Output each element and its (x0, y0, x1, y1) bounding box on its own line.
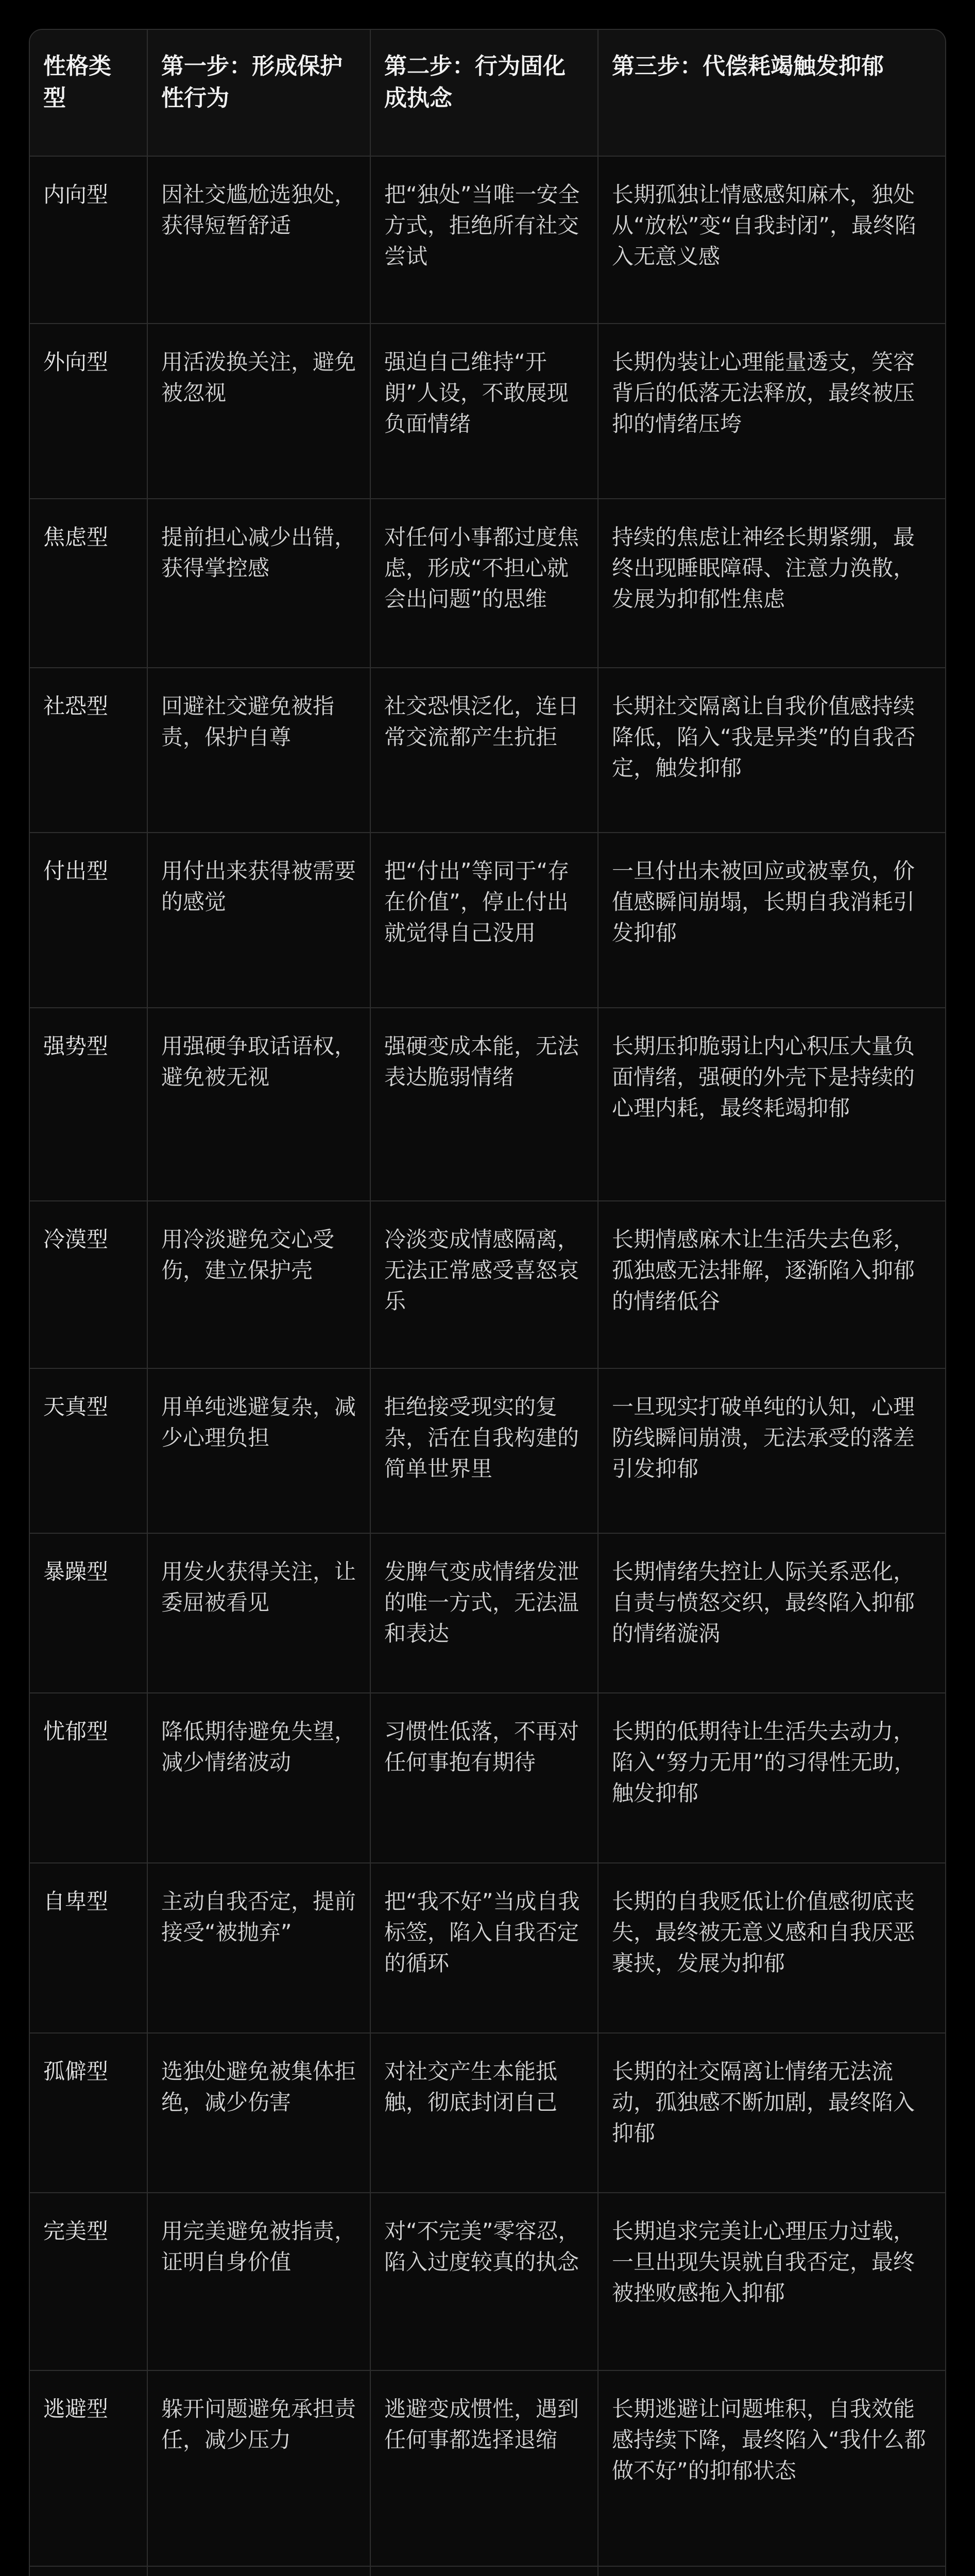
step3-cell: 长期伪装让心理能量透支，笑容背后的低落无法释放，最终被压抑的情绪压垮 (598, 324, 946, 499)
step1-cell: 因社交尴尬选独处，获得短暂舒适 (147, 156, 370, 324)
step3-cell: 长期情绪失控让人际关系恶化，自责与愤怒交织，最终陷入抑郁的情绪漩涡 (598, 1533, 946, 1693)
step3-cell (598, 2566, 946, 2576)
step3-cell: 长期逃避让问题堆积，自我效能感持续下降，最终陷入“我什么都做不好”的抑郁状态 (598, 2370, 946, 2566)
type-cell: 内向型 (30, 156, 147, 324)
step2-cell: 发脾气变成情绪发泄的唯一方式，无法温和表达 (370, 1533, 598, 1693)
step2-cell: 强硬变成本能，无法表达脆弱情绪 (370, 1008, 598, 1201)
step2-cell: 把“独处”当唯一安全方式，拒绝所有社交尝试 (370, 156, 598, 324)
step3-cell: 长期情感麻木让生活失去色彩，孤独感无法排解，逐渐陷入抑郁的情绪低谷 (598, 1201, 946, 1368)
header-step1: 第一步：形成保护性行为 (147, 30, 370, 156)
step2-cell: 对任何小事都过度焦虑，形成“不担心就会出问题”的思维 (370, 499, 598, 668)
table-body (30, 156, 946, 2576)
type-cell (30, 2566, 147, 2576)
type-cell: 暴躁型 (30, 1533, 147, 1693)
table-row (30, 156, 946, 324)
type-cell: 冷漠型 (30, 1201, 147, 1368)
table-row (30, 1693, 946, 1863)
step2-cell: 习惯性低落，不再对任何事抱有期待 (370, 1693, 598, 1863)
step1-cell: 用完美避免被指责，证明自身价值 (147, 2193, 370, 2370)
table-row (30, 499, 946, 668)
step3-cell: 持续的焦虑让神经长期紧绷，最终出现睡眠障碍、注意力涣散，发展为抑郁性焦虑 (598, 499, 946, 668)
header-type: 性格类型 (30, 30, 147, 156)
step1-cell: 用发火获得关注，让委屈被看见 (147, 1533, 370, 1693)
type-cell: 忧郁型 (30, 1693, 147, 1863)
table-row (30, 1863, 946, 2033)
type-cell: 自卑型 (30, 1863, 147, 2033)
type-cell: 焦虑型 (30, 499, 147, 668)
step1-cell: 躲开问题避免承担责任，减少压力 (147, 2370, 370, 2566)
step2-cell: 对“不完美”零容忍，陷入过度较真的执念 (370, 2193, 598, 2370)
step3-cell: 长期的自我贬低让价值感彻底丧失，最终被无意义感和自我厌恶裹挟，发展为抑郁 (598, 1863, 946, 2033)
step3-cell: 长期孤独让情感感知麻木，独处从“放松”变“自我封闭”，最终陷入无意义感 (598, 156, 946, 324)
type-cell: 社恐型 (30, 668, 147, 833)
step2-cell: 对社交产生本能抵触，彻底封闭自己 (370, 2033, 598, 2193)
step1-cell: 用活泼换关注，避免被忽视 (147, 324, 370, 499)
table-header-row (30, 30, 946, 156)
type-cell: 完美型 (30, 2193, 147, 2370)
step1-cell: 用付出来获得被需要的感觉 (147, 833, 370, 1008)
step1-cell: 降低期待避免失望，减少情绪波动 (147, 1693, 370, 1863)
step2-cell (370, 2566, 598, 2576)
step1-cell: 选独处避免被集体拒绝，减少伤害 (147, 2033, 370, 2193)
type-cell: 付出型 (30, 833, 147, 1008)
table-row (30, 2033, 946, 2193)
step1-cell: 主动自我否定，提前接受“被抛弃” (147, 1863, 370, 2033)
table-row (30, 668, 946, 833)
step2-cell: 拒绝接受现实的复杂，活在自我构建的简单世界里 (370, 1368, 598, 1533)
type-cell: 强势型 (30, 1008, 147, 1201)
personality-table-card (29, 29, 946, 2576)
step3-cell: 一旦现实打破单纯的认知，心理防线瞬间崩溃，无法承受的落差引发抑郁 (598, 1368, 946, 1533)
type-cell: 逃避型 (30, 2370, 147, 2566)
step2-cell: 冷淡变成情感隔离，无法正常感受喜怒哀乐 (370, 1201, 598, 1368)
table-row (30, 1201, 946, 1368)
step2-cell: 把“我不好”当成自我标签，陷入自我否定的循环 (370, 1863, 598, 2033)
type-cell: 外向型 (30, 324, 147, 499)
personality-table (30, 30, 946, 2576)
step1-cell: 用单纯逃避复杂，减少心理负担 (147, 1368, 370, 1533)
table-row (30, 1368, 946, 1533)
header-step2: 第二步：行为固化成执念 (370, 30, 598, 156)
table-row (30, 833, 946, 1008)
step2-cell: 社交恐惧泛化，连日常交流都产生抗拒 (370, 668, 598, 833)
step3-cell: 一旦付出未被回应或被辜负，价值感瞬间崩塌，长期自我消耗引发抑郁 (598, 833, 946, 1008)
step1-cell: 回避社交避免被指责，保护自尊 (147, 668, 370, 833)
step3-cell: 长期的低期待让生活失去动力，陷入“努力无用”的习得性无助，触发抑郁 (598, 1693, 946, 1863)
step1-cell: 提前担心减少出错，获得掌控感 (147, 499, 370, 668)
step1-cell: 用强硬争取话语权，避免被无视 (147, 1008, 370, 1201)
step2-cell: 逃避变成惯性，遇到任何事都选择退缩 (370, 2370, 598, 2566)
table-row (30, 2193, 946, 2370)
table-row (30, 1008, 946, 1201)
step2-cell: 强迫自己维持“开朗”人设，不敢展现负面情绪 (370, 324, 598, 499)
table-row (30, 2566, 946, 2576)
step2-cell: 把“付出”等同于“存在价值”，停止付出就觉得自己没用 (370, 833, 598, 1008)
table-row (30, 324, 946, 499)
step3-cell: 长期压抑脆弱让内心积压大量负面情绪，强硬的外壳下是持续的心理内耗，最终耗竭抑郁 (598, 1008, 946, 1201)
table-row (30, 1533, 946, 1693)
header-step3: 第三步：代偿耗竭触发抑郁 (598, 30, 946, 156)
step1-cell: 用冷淡避免交心受伤，建立保护壳 (147, 1201, 370, 1368)
type-cell: 孤僻型 (30, 2033, 147, 2193)
step3-cell: 长期追求完美让心理压力过载，一旦出现失误就自我否定，最终被挫败感拖入抑郁 (598, 2193, 946, 2370)
step3-cell: 长期的社交隔离让情绪无法流动，孤独感不断加剧，最终陷入抑郁 (598, 2033, 946, 2193)
step3-cell: 长期社交隔离让自我价值感持续降低，陷入“我是异类”的自我否定，触发抑郁 (598, 668, 946, 833)
type-cell: 天真型 (30, 1368, 147, 1533)
step1-cell (147, 2566, 370, 2576)
table-row (30, 2370, 946, 2566)
